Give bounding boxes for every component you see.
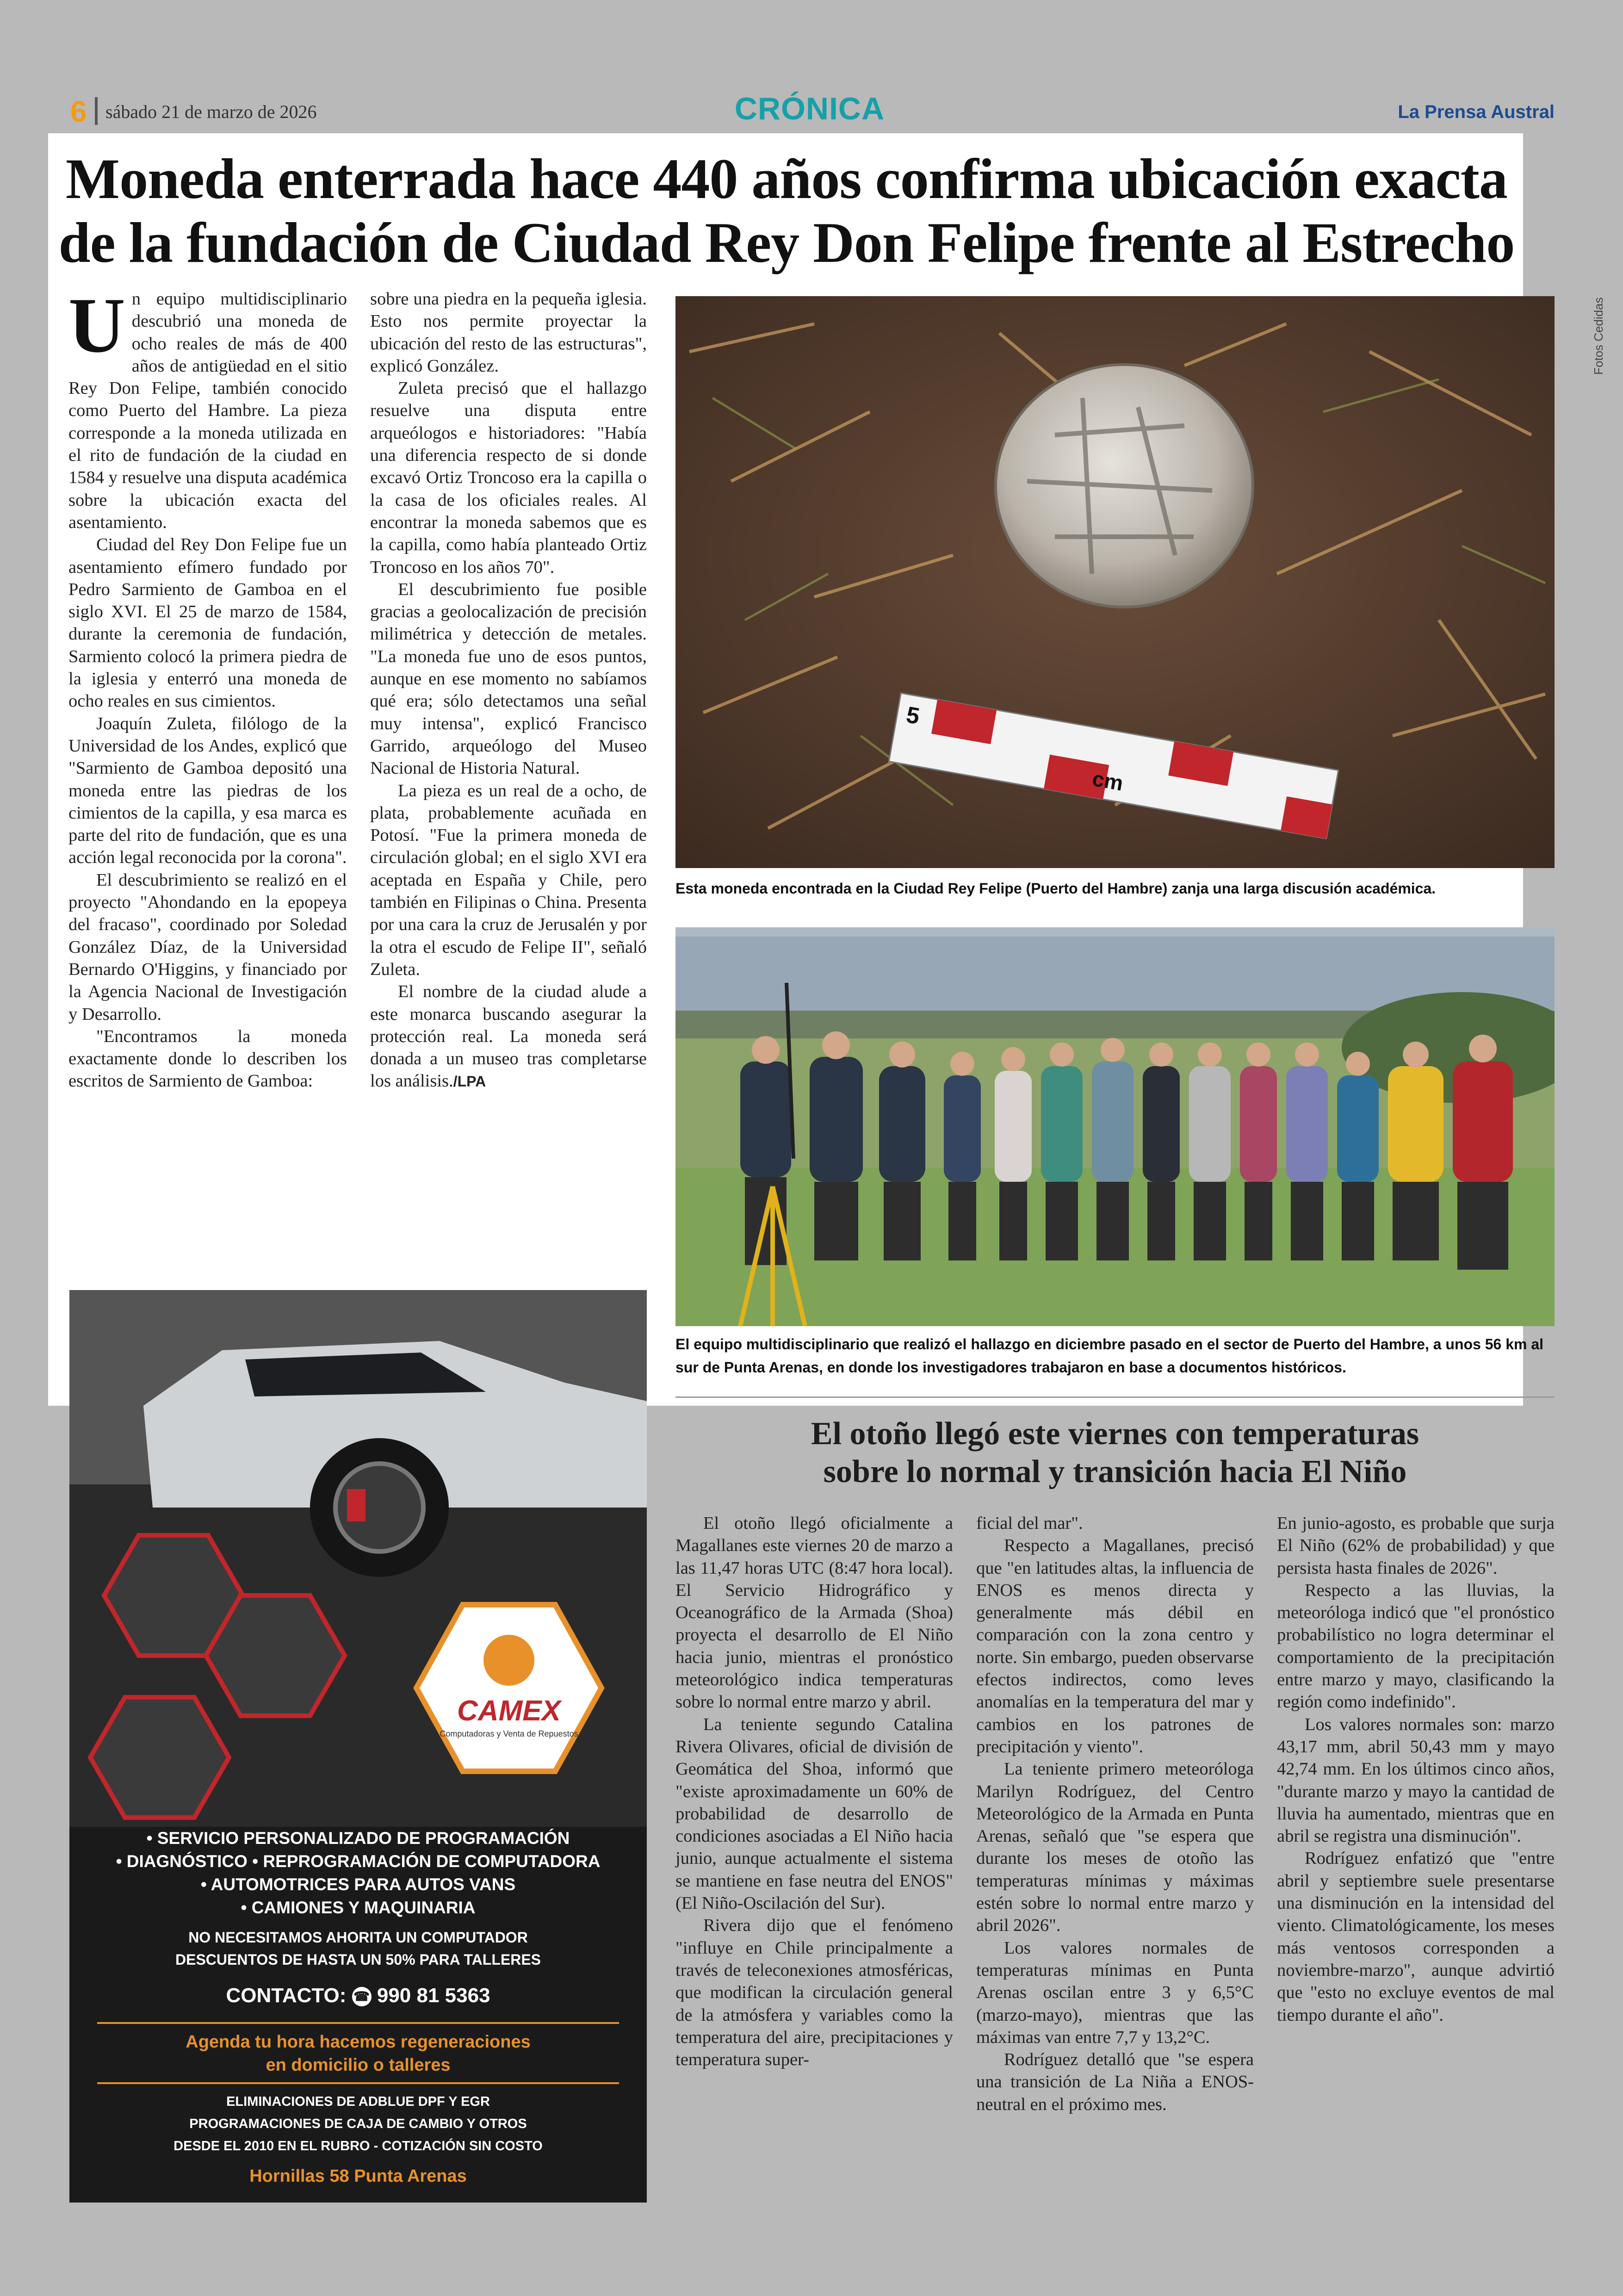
newspaper-name: La Prensa Austral (1398, 102, 1555, 122)
second-headline-line1: El otoño llegó este viernes con temperaturas (811, 1416, 1419, 1452)
main-headline-line1: Moneda enterrada hace 440 años confirma ubicación exacta (66, 147, 1507, 211)
team-photo (675, 927, 1555, 1326)
ad-divider (97, 2022, 619, 2024)
paragraph: Rodríguez enfatizó que "entre abril y septiembre suele presentarse una disminución en la intensidad del viento. Climatológicamente, los meses más ventosos corresponden a noviembre-marzo", aunque advirtió que "esto no excluye eventos de mal tiempo durante el año". (1277, 1849, 1555, 2025)
section-title: CRÓNICA (734, 91, 885, 126)
paragraph: El otoño llegó oficialmente a Magallanes este viernes 20 de marzo a las 11,47 horas UTC (8:47 hora local). El Servicio Hidrográfico y Oceanográfico de la Armada (Shoa) proyecta el desarrollo de El Niño hacia junio, mientras el pronóstico meteorológico indica temperaturas sobre lo normal entre marzo y abril. (675, 1514, 953, 1712)
paragraph: El descubrimiento fue posible gracias a geolocalización de precisión milimétrica y detección de metales. "La moneda fue uno de esos puntos, aunque en ese momento no sabíamos qué era; sólo detectamos una señal muy intensa", explicó Francisco Garrido, arqueólogo del Museo Nacional de Historia Natural. (370, 579, 647, 778)
paragraph: Rivera dijo que el fenómeno "influye en Chile principalmente a través de teleconexiones atmosféricas, que modifican la circulación general de la atmósfera y variables como la temperatura del aire, precipitaciones y temperatura super- (675, 1916, 953, 2070)
paragraph: En junio-agosto, es probable que surja El Niño (62% de probabilidad) y que persista hasta finales de 2026". (1277, 1514, 1555, 1578)
article-divider (675, 1396, 1555, 1398)
ad-contact (69, 1982, 647, 2010)
brand-name: CAMEX (457, 1695, 561, 1727)
photo-credit (1592, 296, 1610, 389)
coin-photo-caption: Esta moneda encontrada en la Ciudad Rey Felipe (Puerto del Hambre) zanja una larga discusión académica. (675, 880, 1436, 897)
ad-extra-services (69, 2091, 647, 2157)
paragraph: ficial del mar". (976, 1514, 1083, 1533)
ad-agenda (69, 2030, 647, 2077)
main-article-column-1 (68, 282, 347, 1092)
ad-offer-line: DESCUENTOS DE HASTA UN 50% PARA TALLERES (175, 1951, 541, 1968)
ruler-label-5: 5 (904, 701, 922, 730)
ad-extra-line: DESDE EL 2010 EN EL RUBRO - COTIZACIÓN SIN COSTO (173, 2139, 543, 2153)
paragraph: Ciudad del Rey Don Felipe fue un asentamiento efímero fundado por Pedro Sarmiento de Gamboa en el siglo XVI. El 25 de marzo de 1584, durante la ceremonia de fundación, Sarmiento colocó la primera piedra de la iglesia y enterró una moneda de ocho reales en sus cimientos. (68, 535, 347, 711)
photo-credit-text: Fotos Cedidas (1592, 297, 1605, 375)
paragraph: Los valores normales son: marzo 43,17 mm, abril 50,43 mm y mayo 42,74 mm. En los últimos cinco años, "durante marzo y mayo la cantidad de lluvia ha aumentado, mientras que en abril se registra una disminución". (1277, 1714, 1555, 1846)
ad-offer (69, 1926, 647, 1971)
paragraph: La teniente segundo Catalina Rivera Olivares, oficial de división de Geomática del Shoa, informó que "existe aproximadamente un 60% de probabilidad de desarrollo de condiciones asociadas a El Niño hacia junio, aunque actualmente el sistema se mantiene en fase neutra del ENOS" (El Niño-Oscilación del Sur). (675, 1714, 953, 1913)
paragraph: Respecto a Magallanes, precisó que "en latitudes altas, la influencia de ENOS es menos directa y generalmente más débil en comparación con la zona centro y norte. Sin embargo, pueden observarse efectos indirectos, como leves anomalías en la temperatura del mar y cambios en los patrones de precipitación y viento". (976, 1536, 1254, 1756)
ad-offer-line: NO NECESITAMOS AHORITA UN COMPUTADOR (188, 1929, 528, 1946)
paragraph: Joaquín Zuleta, filólogo de la Universidad de los Andes, explicó que "Sarmiento de Gamboa depositó una moneda entre las piedras de los cimientos de la capilla, y esa marca es parte del rito de fundación, que es una acción legal reconocida por la corona". (68, 714, 347, 868)
main-article-column-2 (370, 288, 647, 1093)
team-photo-illustration (675, 927, 1555, 1326)
ad-extra-line: ELIMINACIONES DE ADBLUE DPF Y EGR (226, 2094, 490, 2109)
ad-service: • SERVICIO PERSONALIZADO DE PROGRAMACIÓN (146, 1829, 570, 1848)
ad-service: • AUTOMOTRICES PARA AUTOS VANS (200, 1875, 516, 1894)
coin-photo-illustration (675, 296, 1555, 868)
second-article-column-2 (976, 1512, 1254, 2116)
page-number: 6 (70, 95, 87, 128)
paragraph: La pieza es un real de a ocho, de plata, probablemente acuñada en Potosí. "Fue la primera moneda de circulación global; en el siglo XVI era aceptada en España y Chile, pero también en Filipinas o China. Presenta por una cara la cruz de Jerusalén y por la otra el escudo de Felipe II", señaló Zuleta. (370, 781, 647, 979)
ad-service: • CAMIONES Y MAQUINARIA (241, 1898, 476, 1917)
ad-divider (97, 2082, 619, 2084)
paragraph: n equipo multidisciplinario descubrió una moneda de ocho reales de más de 400 años de antigüedad en el sitio Rey Don Felipe, también conocido como Puerto del Hambre. La pieza corresponde a la moneda utilizada en el rito de fundación de la ciudad en 1584 y resuelve una disputa académica sobre la ubicación exacta del asentamiento. (68, 289, 347, 532)
team-members (740, 1031, 1513, 1270)
ruler-label-cm: cm (1090, 766, 1125, 795)
main-headline-line2: de la fundación de Ciudad Rey Don Felipe frente al Estrecho (58, 211, 1515, 274)
coin-photo (675, 296, 1555, 868)
paragraph: Respecto a las lluvias, la meteoróloga indicó que "el pronóstico probabilístico no logra determinar el comportamiento de la precipitación entre marzo y mayo, clasificando la región como indefinido". (1277, 1580, 1555, 1712)
second-headline (675, 1415, 1555, 1491)
second-article-column-3 (1277, 1512, 1555, 2026)
ad-photo-collage (69, 1290, 647, 1827)
paragraph-text: El nombre de la ciudad alude a este monarca buscando asegurar la protección real. La moneda será donada a un museo tras completarse los análisis. (370, 982, 647, 1091)
paragraph: Los valores normales de temperaturas mínimas en Punta Arenas oscilan entre 3 y 6,5°C (marzo-mayo), mientras que las máximas van entre 7,7 y 13,2°C. (976, 1938, 1254, 2047)
paragraph: sobre una piedra en la pequeña iglesia. Esto nos permite proyectar la ubicación del resto de las estructuras", explicó González. (370, 289, 647, 376)
paragraph: "Encontramos la moneda exactamente donde lo describen los escritos de Sarmiento de Gamboa: (68, 1026, 347, 1091)
issue-date: sábado 21 de marzo de 2026 (105, 101, 317, 122)
ad-extra-line: PROGRAMACIONES DE CAJA DE CAMBIO Y OTROS (189, 2116, 527, 2131)
paragraph: El descubrimiento se realizó en el proyecto "Ahondando en la epopeya del fracaso", coordinado por Soledad González Díaz, de la Universidad Bernardo O'Higgins, y financiado por la Agencia Nacional de Investigación y Desarrollo. (68, 870, 347, 1024)
ad-agenda-line: en domicilio o talleres (266, 2055, 451, 2075)
second-headline-line2: sobre lo normal y transición hacia El Niño (823, 1454, 1407, 1489)
second-article-column-1 (675, 1512, 953, 2071)
ad-service: • DIAGNÓSTICO • REPROGRAMACIÓN DE COMPUTADORA (116, 1852, 601, 1871)
ad-agenda-line: Agenda tu hora hacemos regeneraciones (186, 2032, 531, 2052)
brand-tagline: Computadoras y Venta de Repuestos (440, 1729, 578, 1738)
drop-cap: U (68, 282, 125, 369)
paragraph: La teniente primero meteoróloga Marilyn Rodríguez, del Centro Meteorológico de la Armada en Punta Arenas, señaló que "se espera que durante los meses de otoño las temperaturas mínimas y máximas estén sobre lo normal entre marzo y abril 2026". (976, 1759, 1254, 1936)
phone-icon: ☎ (352, 1987, 372, 2006)
paragraph: Rodríguez detalló que "se espera una transición de La Niña a ENOS-neutral en el próximo mes. (976, 2050, 1254, 2114)
paragraph: Zuleta precisó que el hallazgo resuelve una disputa entre arqueólogos e historiadores: "Había una diferencia respecto de si donde excavó Ortiz Troncoso era la capilla o la casa de los oficiales reales. Al encontrar la moneda sabemos que es la capilla, como había planteado Ortiz Troncoso en los años 70". (370, 379, 647, 577)
ad-services-list (69, 1827, 647, 1919)
author-signature: /LPA (453, 1073, 486, 1090)
header-divider (95, 97, 98, 125)
team-photo-caption: El equipo multidisciplinario que realizó el hallazgo en diciembre pasado en el sector de Puerto del Hambre, a unos 56 km al sur de Punta Arenas, en donde los investigadores trabajaron en base a documentos históricos. (675, 1336, 1544, 1376)
ad-address: Hornillas 58 Punta Arenas (249, 2166, 467, 2186)
camex-advertisement (69, 1290, 647, 2203)
phone-number[interactable]: 990 81 5363 (377, 1984, 490, 2007)
contact-label: CONTACTO: (226, 1984, 347, 2007)
paragraph (370, 980, 647, 1092)
